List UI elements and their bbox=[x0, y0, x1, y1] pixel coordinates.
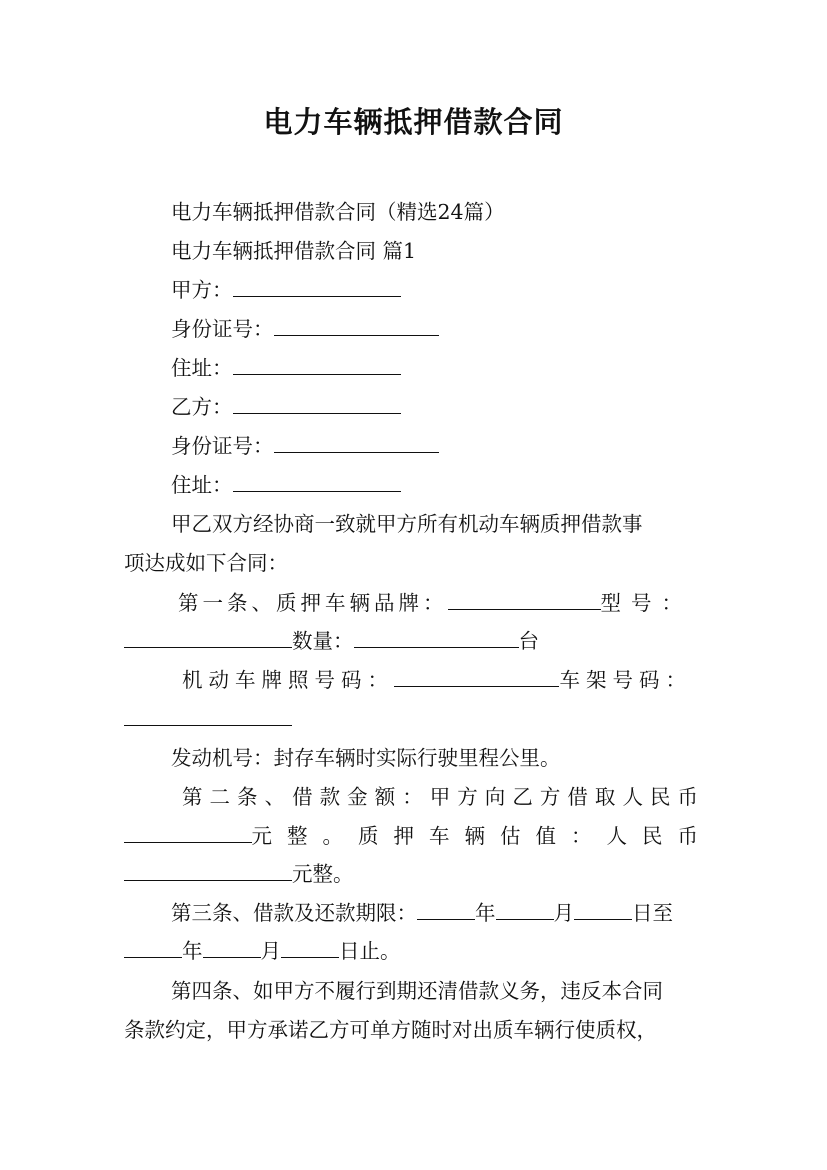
quantity-label: 数量： bbox=[292, 629, 354, 653]
party-b-id-line bbox=[171, 432, 439, 460]
engine-line: 发动机号：封存车辆时实际行驶里程公里。 bbox=[171, 746, 561, 770]
party-b-address-label: 住址： bbox=[171, 473, 233, 497]
intro-paragraph-line2: 项达成如下合同： bbox=[124, 551, 288, 575]
chapter-heading: 电力车辆抵押借款合同 篇1 bbox=[171, 239, 417, 263]
loan-amount-blank bbox=[124, 822, 252, 843]
party-b-label: 乙方： bbox=[171, 395, 233, 419]
article-4-line1: 第四条、如甲方不履行到期还清借款义务，违反本合同 bbox=[171, 979, 663, 1003]
document-title: 电力车辆抵押借款合同 bbox=[263, 105, 564, 139]
party-a-id-line bbox=[171, 315, 439, 343]
unit-label: 台 bbox=[518, 629, 539, 653]
party-b-line bbox=[171, 393, 401, 421]
article-4-line2: 条款约定，甲方承诺乙方可单方随时对出质车辆行使质权， bbox=[124, 1018, 657, 1042]
frame-label: 车架号码： bbox=[559, 668, 692, 692]
quantity-blank bbox=[354, 627, 519, 648]
model-label: 型号： bbox=[600, 591, 692, 615]
party-a-address-line bbox=[171, 354, 401, 382]
year-label-end: 年 bbox=[182, 939, 203, 963]
party-b-id-blank bbox=[274, 432, 439, 453]
party-b-id-label: 身份证号： bbox=[171, 434, 274, 458]
plate-label: 机动车牌照号码： bbox=[182, 668, 394, 692]
day-to-label: 日至 bbox=[632, 901, 673, 925]
party-a-label: 甲方： bbox=[171, 278, 233, 302]
article-3-line1 bbox=[171, 899, 673, 927]
valuation-blank bbox=[124, 860, 292, 881]
article-1-line2 bbox=[124, 627, 539, 655]
article-1-line3 bbox=[182, 666, 692, 694]
party-a-id-blank bbox=[274, 315, 439, 336]
start-month-blank bbox=[496, 899, 554, 920]
document-subtitle: 电力车辆抵押借款合同（精选24篇） bbox=[171, 200, 505, 224]
party-b-address-blank bbox=[233, 471, 401, 492]
yuan-label: 元整。 bbox=[292, 862, 354, 886]
article-2-line3 bbox=[124, 860, 354, 888]
article-1-prefix: 第一条、质押车辆品牌： bbox=[178, 591, 448, 615]
party-a-id-label: 身份证号： bbox=[171, 317, 274, 341]
brand-blank bbox=[448, 589, 601, 610]
start-day-blank bbox=[574, 899, 632, 920]
article-2-line2 bbox=[124, 822, 713, 850]
valuation-text: 元整。质押车辆估值：人民币 bbox=[251, 824, 713, 848]
frame-blank bbox=[124, 705, 292, 726]
end-year-blank bbox=[124, 937, 182, 958]
party-a-address-blank bbox=[233, 354, 401, 375]
month-label: 月 bbox=[553, 901, 574, 925]
model-blank bbox=[124, 627, 292, 648]
day-end-label: 日止。 bbox=[339, 939, 401, 963]
end-day-blank bbox=[281, 937, 339, 958]
start-year-blank bbox=[417, 899, 475, 920]
intro-paragraph-line1: 甲乙双方经协商一致就甲方所有机动车辆质押借款事 bbox=[171, 512, 643, 536]
party-b-blank bbox=[233, 393, 401, 414]
year-label: 年 bbox=[475, 901, 496, 925]
article-1-line4 bbox=[124, 705, 292, 733]
article-3-line2 bbox=[124, 937, 401, 965]
party-a-address-label: 住址： bbox=[171, 356, 233, 380]
end-month-blank bbox=[203, 937, 261, 958]
plate-blank bbox=[394, 666, 559, 687]
article-2-line1: 第二条、借款金额：甲方向乙方借取人民币 bbox=[182, 785, 698, 809]
party-b-address-line bbox=[171, 471, 401, 499]
month-label-end: 月 bbox=[260, 939, 281, 963]
article-1-line1 bbox=[178, 589, 692, 617]
term-label: 第三条、借款及还款期限： bbox=[171, 901, 417, 925]
party-a-line bbox=[171, 276, 401, 304]
party-a-blank bbox=[233, 276, 401, 297]
